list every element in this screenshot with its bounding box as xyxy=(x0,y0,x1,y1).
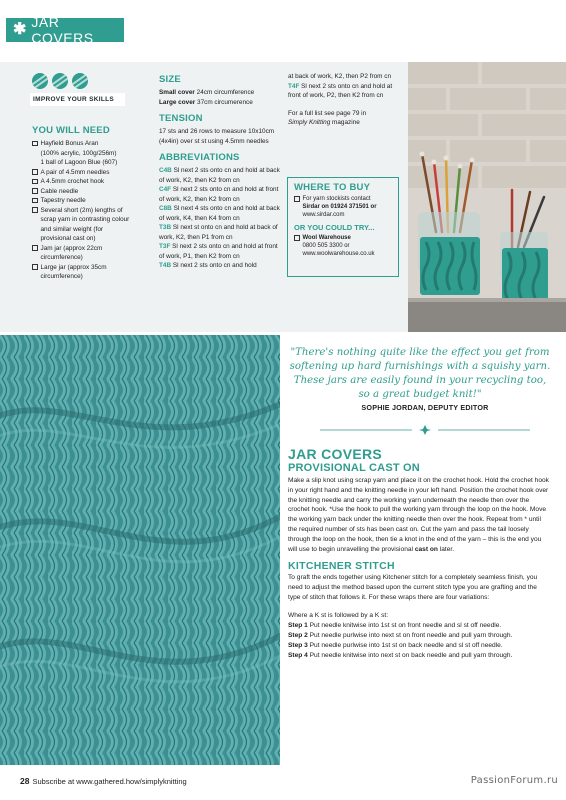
checkbox-icon xyxy=(32,198,38,204)
abbreviation-item xyxy=(159,166,283,185)
materials-item-detail: scrap yarn in contrasting colour xyxy=(40,216,130,223)
jar-photo xyxy=(408,62,566,332)
checkbox-icon xyxy=(32,207,38,213)
stockist-line: For yarn stockists contact xyxy=(294,195,392,203)
materials-item-detail: circumference) xyxy=(40,254,83,261)
materials-item-label: Tapestry needle xyxy=(40,197,86,204)
kitchener-text xyxy=(288,573,550,660)
kitchener-intro: To graft the ends together using Kitchener stitch for a completely seamless finish, you need to adjust the method based upon the current stitch type you are grafting and the type of stitch that follows it. For these wraps there are four variations: xyxy=(288,574,538,601)
asterisk-icon: ✱ xyxy=(13,21,27,38)
article-title: JAR COVERS xyxy=(288,446,383,462)
provisional-cast-on-text: Make a slip knot using scrap yarn and place it on the crochet hook. Hold the crochet hook in your right hand and the knitting needle in your left hand. Position the crochet hook over the knitting needle and carry the working yarn underneath the needle then over the crochet hook. *Use the hook to pull the working yarn through the loop on the hook. Move the working yarn back under the knitting needle then over the hook. Repeat from * until the required number of sts has been cast on. Cut the yarn and pass the tail loosely through the loop on the hook, then tie a knot in the end of the yarn – this is the end you will use to begin unravelling the provisional cast on later. xyxy=(288,477,549,553)
step-text: Put needle knitwise into 1st st on front needle and sl st off needle. xyxy=(307,622,502,630)
section-tab xyxy=(6,14,124,46)
pattern-details xyxy=(159,74,283,271)
stockist-web: www.sirdar.com xyxy=(302,212,345,218)
materials-item-label: A pair of 4.5mm needles xyxy=(40,168,110,176)
abbreviation-text: Sl next st onto cn and hold at back of work, K2, then P1 from cn xyxy=(159,224,278,241)
kitchener-case: Where a K st is followed by a K st: xyxy=(288,612,389,620)
materials-item xyxy=(32,244,150,254)
where-to-buy-box xyxy=(287,177,399,277)
abbreviation-text: Sl next 2 sts onto cn and hold at front of work, P1, then K2 from cn xyxy=(159,243,278,260)
materials-item-label: Cable needle xyxy=(40,187,79,195)
checkbox-icon xyxy=(32,188,38,194)
abbreviation-text: Sl next 4 sts onto cn and hold at back of work, K4, then K4 from cn xyxy=(159,205,280,222)
materials-list xyxy=(32,139,150,282)
alt-shop-web: www.woolwarehouse.co.uk xyxy=(302,251,375,257)
materials-item xyxy=(32,206,150,216)
page-header xyxy=(0,0,566,60)
step-text: Put needle purlwise into next st on front needle and pull yarn through. xyxy=(307,631,513,639)
materials-item xyxy=(32,177,150,187)
abbreviation-item xyxy=(159,204,283,223)
abbreviation-code: T4B xyxy=(159,262,172,269)
alternative-heading: OR YOU COULD TRY... xyxy=(294,223,375,232)
abbreviation-code: T3B xyxy=(159,224,172,231)
materials-item-label: Large jar (approx 35cm xyxy=(40,263,107,271)
yarn-ball-icon xyxy=(72,73,88,89)
size-small: Small cover 24cm circumference xyxy=(159,89,255,96)
step-text: Put needle knitwise into next st on back needle and pull yarn through. xyxy=(307,651,513,659)
checkbox-icon xyxy=(32,264,38,270)
skill-balls xyxy=(32,73,125,89)
yarn-ball-icon xyxy=(32,73,48,89)
kitchener-step xyxy=(288,621,550,631)
materials-item-detail: (100% acrylic, 100g/256m) xyxy=(40,149,117,157)
abbreviation-code: C4F xyxy=(159,186,172,193)
materials-item-label: Several short (2m) lengths of xyxy=(40,206,123,214)
materials-item xyxy=(32,196,150,206)
abbreviation-item xyxy=(288,72,398,82)
materials-item-label: Hayfield Bonus Aran xyxy=(40,140,99,147)
abbreviation-code: T3F xyxy=(159,243,171,250)
page-footer xyxy=(20,776,187,786)
abbreviations-list xyxy=(159,166,283,271)
checkbox-icon xyxy=(32,141,38,147)
materials-item-detail: and similar weight (for xyxy=(40,225,104,233)
skill-level xyxy=(30,73,125,106)
knitting-closeup-photo xyxy=(0,335,280,765)
article-heading xyxy=(288,447,548,474)
you-will-need xyxy=(32,125,150,282)
checkbox-icon xyxy=(294,196,300,202)
abbreviation-item xyxy=(159,261,283,271)
subscribe-link[interactable]: Subscribe at www.gathered.how/simplyknitting xyxy=(32,777,187,786)
tension-heading: TENSION xyxy=(159,113,203,124)
step-label: Step 2 xyxy=(288,631,308,639)
where-to-buy-heading: WHERE TO BUY xyxy=(294,182,371,193)
divider-ornament xyxy=(300,424,550,436)
checkbox-icon xyxy=(32,169,38,175)
step-label: Step 4 xyxy=(288,651,308,659)
abbreviation-item xyxy=(159,185,283,204)
materials-item-detail: circumference) xyxy=(40,273,83,280)
page-number: 28 xyxy=(20,776,30,786)
size-large: Large cover 37cm circumerence xyxy=(159,98,253,106)
skill-label: IMPROVE YOUR SKILLS xyxy=(30,93,125,106)
materials-item-label: Jam jar (approx 22cm xyxy=(40,244,103,252)
abbreviations-note: For a full list see page 79 in Simply Knitting magazine xyxy=(288,109,367,126)
step-label: Step 3 xyxy=(288,641,308,649)
alt-shop-line: Wool Warehouse xyxy=(294,234,392,242)
abbreviation-item xyxy=(159,242,283,261)
abbreviation-text: Sl next 2 sts onto cn and hold xyxy=(172,262,257,269)
kitchener-heading: KITCHENER STITCH xyxy=(288,560,395,572)
materials-item-label: A 4.5mm crochet hook xyxy=(40,178,105,185)
kitchener-step xyxy=(288,651,550,661)
abbreviation-code: C4B xyxy=(159,167,172,174)
checkbox-icon xyxy=(294,235,300,241)
stockist-phone: Sirdar on 01924 371501 or xyxy=(302,204,377,210)
materials-item xyxy=(32,187,150,197)
abbreviations-heading: ABBREVIATIONS xyxy=(159,152,240,163)
materials-item xyxy=(32,168,150,178)
materials-item-detail: 1 ball of Lagoon Blue (607) xyxy=(40,159,118,166)
abbreviation-text: Sl next 2 sts onto cn and hold at front of work, P2, then K2 from cn xyxy=(288,82,393,99)
section-title: JAR COVERS xyxy=(31,14,94,46)
yarn-ball-icon xyxy=(52,73,68,89)
step-label: Step 1 xyxy=(288,622,308,630)
quote-author: SOPHIE JORDAN, DEPUTY EDITOR xyxy=(361,403,489,412)
materials-item xyxy=(32,139,150,149)
abbreviation-item xyxy=(159,223,283,242)
watermark: PassionForum.ru xyxy=(470,775,558,786)
abbreviation-text: Sl next 2 sts onto cn and hold at back of work, K2, then K2 from cn xyxy=(159,167,280,184)
kitchener-step xyxy=(288,631,550,641)
materials-item xyxy=(32,263,150,273)
abbreviation-text: at back of work, K2, then P2 from cn xyxy=(288,73,392,80)
checkbox-icon xyxy=(32,245,38,251)
abbreviation-code: T4F xyxy=(288,82,300,90)
kitchener-step xyxy=(288,641,550,651)
materials-item-detail: provisional cast on) xyxy=(40,235,96,242)
abbreviation-text: Sl next 2 sts onto cn and hold at front of work, K2, then K2 from cn xyxy=(159,186,279,203)
size-heading: SIZE xyxy=(159,74,181,85)
abbreviation-code: C8B xyxy=(159,205,172,212)
article-subtitle: PROVISIONAL CAST ON xyxy=(288,462,420,474)
abbreviations-continued-list xyxy=(288,72,398,101)
tension-text: 17 sts and 26 rows to measure 10x10cm (4x4in) over st st using 4.5mm needles xyxy=(159,128,275,145)
abbreviations-continued xyxy=(288,72,398,128)
alt-shop-phone: 0800 505 3300 or xyxy=(302,243,350,249)
you-will-need-heading: YOU WILL NEED xyxy=(32,125,110,136)
pull-quote: "There's nothing quite like the effect you get from softening up hard furnishings with a squishy yarn. These jars are easily found in your recycling too, so a great budget knit!" xyxy=(289,347,551,400)
step-text: Put needle purlwise into 1st st on back needle and sl st off needle. xyxy=(307,641,503,649)
checkbox-icon xyxy=(32,179,38,185)
kitchener-steps xyxy=(288,621,550,660)
abbreviation-item xyxy=(288,82,398,101)
